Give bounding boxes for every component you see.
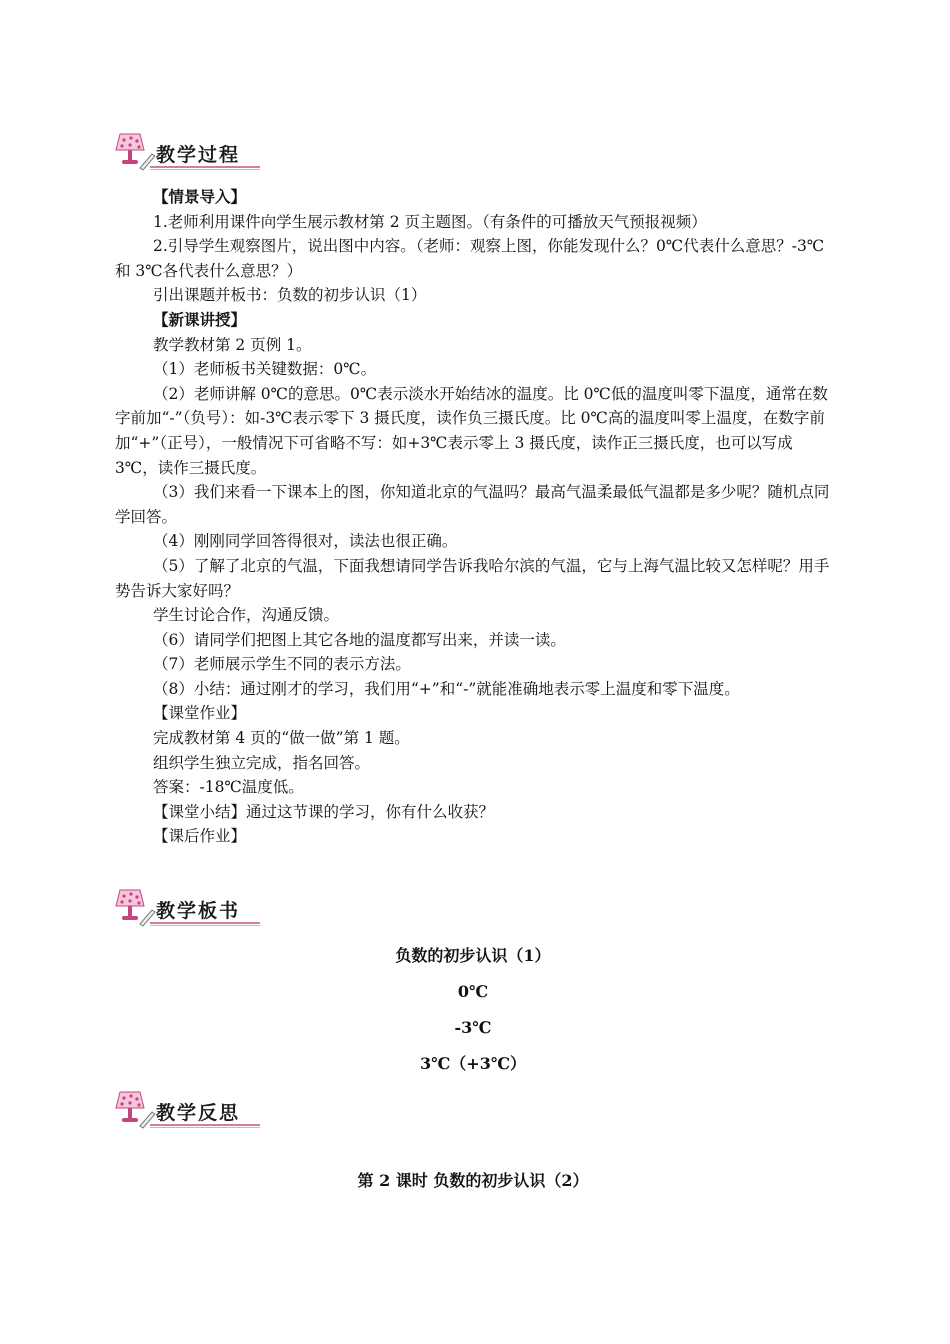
- paragraph: 引出课题并板书：负数的初步认识（1）: [153, 286, 427, 305]
- paragraph: （3）我们来看一下课本上的图，你知道北京的气温吗？最高气温柔最低气温都是多少呢？随机点同学回答。: [115, 483, 830, 526]
- paragraph: 【课堂小结】通过这节课的学习，你有什么收获？: [153, 802, 495, 821]
- paragraph: 【情景导入】: [153, 187, 247, 206]
- process-body: [115, 185, 831, 849]
- paragraph: （7）老师展示学生不同的表示方法。: [153, 655, 411, 674]
- section-banner-reflection: [112, 1088, 260, 1130]
- paragraph: 【课后作业】: [153, 827, 247, 846]
- paragraph: 【课堂作业】: [153, 704, 247, 723]
- lesson-heading: 第 2 课时 负数的初步认识（2）: [357, 1171, 589, 1190]
- paragraph: （2）老师讲解 0℃的意思。0℃表示淡水开始结冰的温度。比 0℃低的温度叫零下温度，通常在数字前加“-”（负号）：如-3℃表示零下 3 摄氏度，读作负三摄氏度。比 0℃高的温度叫零上温度，在数字前加“+”（正号），一般情况下可省略不写：如+3℃表示零上 3 摄氏度，读作正三摄氏度，也可以写成 3℃，读作三摄氏度。: [115, 384, 828, 477]
- banner-rule: [150, 166, 260, 168]
- paragraph: 【新课讲授】: [153, 309, 247, 329]
- board-line: 3℃（+3℃）: [419, 1054, 527, 1073]
- paragraph: 1.老师利用课件向学生展示教材第 2 页主题图。（有条件的可播放天气预报视频）: [153, 212, 707, 231]
- banner-title: 教学过程: [156, 144, 241, 166]
- paragraph: （8）小结：通过刚才的学习，我们用“+”和“-”就能准确地表示零上温度和零下温度。: [153, 679, 740, 698]
- banner-rule: [150, 169, 260, 170]
- paragraph: 学生讨论合作，沟通反馈。: [153, 606, 340, 625]
- banner-rule: [150, 1124, 260, 1126]
- paragraph: 2.引导学生观察图片，说出图中内容。（老师：观察上图，你能发现什么？0℃代表什么意思？-3℃和 3℃各代表什么意思？）: [115, 237, 825, 280]
- banner-title: 教学板书: [156, 900, 241, 922]
- paragraph: （1）老师板书关键数据：0℃。: [153, 360, 377, 379]
- paragraph: （6）请同学们把图上其它各地的温度都写出来，并读一读。: [153, 630, 566, 649]
- paragraph: 完成教材第 4 页的“做一做”第 1 题。: [153, 729, 410, 748]
- board-line: 负数的初步认识（1）: [395, 946, 551, 965]
- paragraph: （4）刚刚同学回答得很对，读法也很正确。: [153, 532, 458, 551]
- section-banner-process: [112, 130, 260, 172]
- board-content: [115, 938, 831, 1082]
- board-line: -3℃: [454, 1018, 492, 1037]
- paragraph: 组织学生独立完成，指名回答。: [153, 753, 371, 772]
- board-line: 0℃: [457, 982, 489, 1001]
- paragraph: 教学教材第 2 页例 1。: [153, 335, 312, 354]
- banner-rule: [150, 1127, 260, 1128]
- paragraph: 答案：-18℃温度低。: [153, 778, 304, 797]
- banner-rule: [150, 922, 260, 924]
- banner-title: 教学反思: [156, 1102, 241, 1124]
- section-banner-board: [112, 886, 260, 928]
- banner-rule: [150, 925, 260, 926]
- paragraph: （5）了解了北京的气温，下面我想请同学告诉我哈尔滨的气温，它与上海气温比较又怎样呢？用手势告诉大家好吗？: [115, 556, 830, 600]
